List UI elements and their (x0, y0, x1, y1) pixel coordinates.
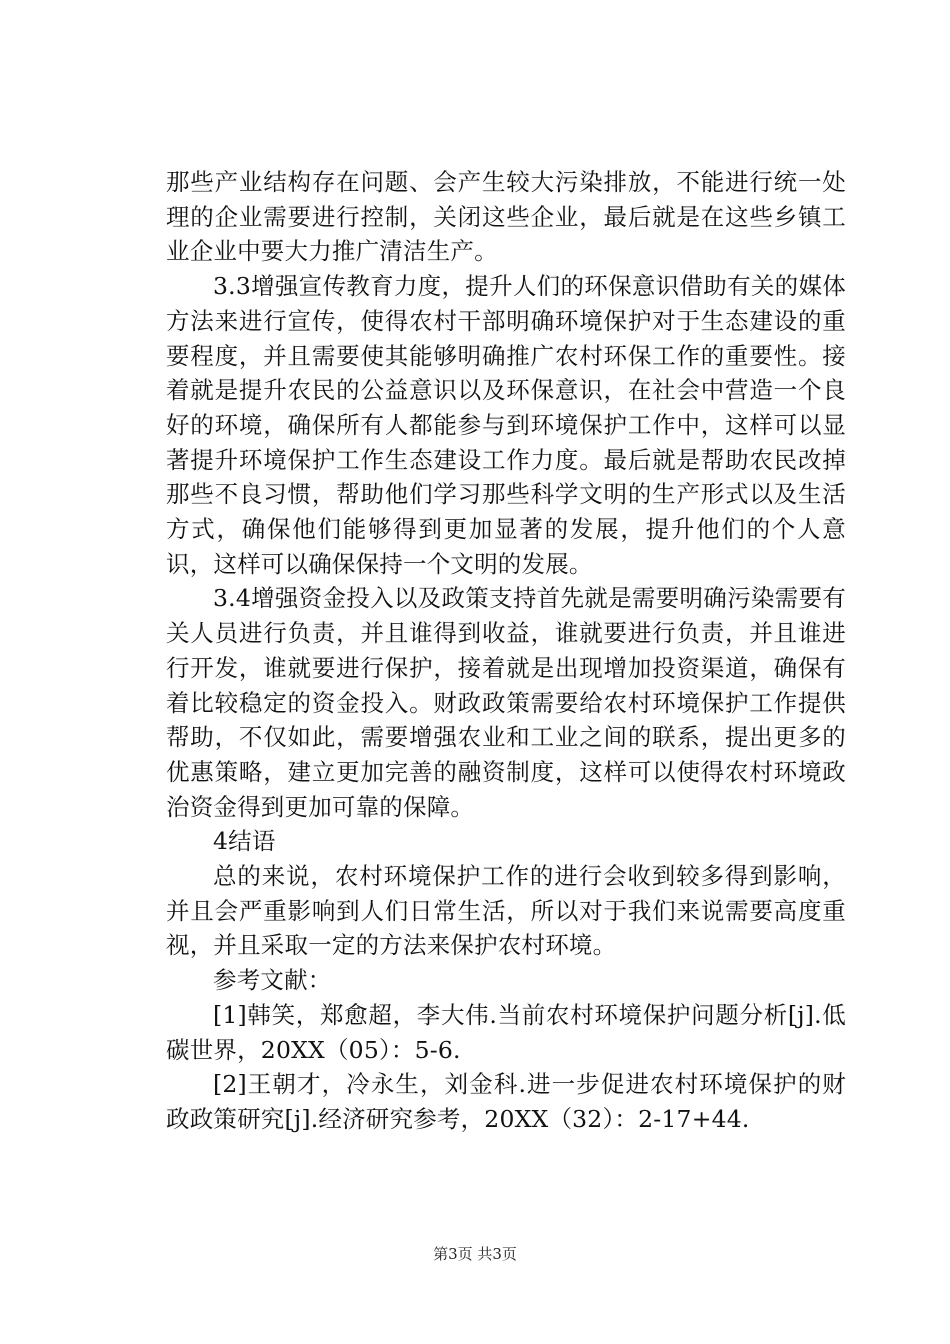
page-footer: 第3页 共3页 (433, 1245, 517, 1263)
references-heading: 参考文献： (213, 966, 332, 995)
reference-item-1: [1]韩笑，郑愈超，李大伟.当前农村环境保护问题分析[j].低碳世界，20XX（05）：5-6. (166, 1000, 846, 1064)
reference-item-2: [2]王朝才，冷永生，刘金科.进一步促进农村环境保护的财政政策研究[j].经济研究参考，20XX（32）：2-17+44. (166, 1070, 846, 1133)
paragraph-continuation: 那些产业结构存在问题、会产生较大污染排放，不能进行统一处理的企业需要进行控制，关闭这些企业，最后就是在这些乡镇工业企业中要大力推广清洁生产。 (166, 168, 846, 266)
paragraph-section-3-3: 3.3增强宣传教育力度，提升人们的环保意识借助有关的媒体方法来进行宣传，使得农村干部明确环境保护对于生态建设的重要程度，并且需要使其能够明确推广农村环保工作的重要性。接着就是提升农民的公益意识以及环保意识，在社会中营造一个良好的环境，确保所有人都能参与到环境保护工作中，这样可以显著提升环境保护工作生态建设工作力度。最后就是帮助农民改掉那些不良习惯，帮助他们学习那些科学文明的生产形式以及生活方式，确保他们能够得到更加显著的发展，提升他们的个人意识，这样可以确保保持一个文明的发展。 (166, 272, 846, 578)
section-heading-conclusion: 4结语 (213, 827, 276, 856)
paragraph-conclusion: 总的来说，农村环境保护工作的进行会收到较多得到影响，并且会严重影响到人们日常生活，所以对于我们来说需要高度重视，并且采取一定的方法来保护农村环境。 (166, 862, 846, 960)
paragraph-section-3-4: 3.4增强资金投入以及政策支持首先就是需要明确污染需要有关人员进行负责，并且谁得到收益，谁就要进行负责，并且谁进行开发，谁就要进行保护，接着就是出现增加投资渠道，确保有着比较稳定的资金投入。财政政策需要给农村环境保护工作提供帮助，不仅如此，需要增强农业和工业之间的联系，提出更多的优惠策略，建立更加完善的融资制度，这样可以使得农村环境政治资金得到更加可靠的保障。 (166, 584, 846, 821)
document-body (166, 165, 846, 1137)
